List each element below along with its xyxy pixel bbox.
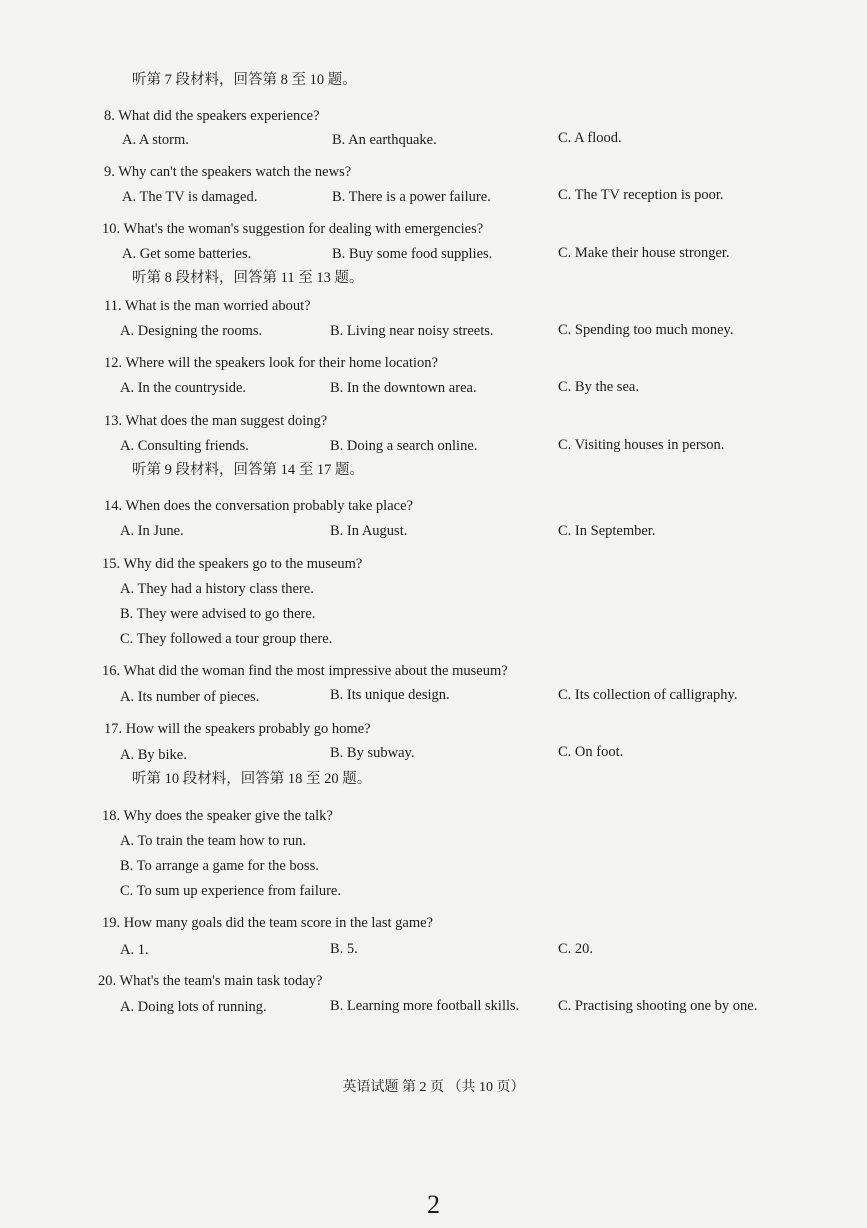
question-16-option-a: A. Its number of pieces. <box>120 689 260 705</box>
question-9-option-a: A. The TV is damaged. <box>122 189 258 205</box>
question-11: 11. What is the man worried about? <box>104 298 311 314</box>
page-number: 2 <box>427 1190 440 1219</box>
question-19: 19. How many goals did the team score in the last game? <box>102 915 433 931</box>
section-heading-10: 听第 10 段材料，回答第 18 至 20 题。 <box>132 771 372 787</box>
question-15-option-c: C. They followed a tour group there. <box>120 631 333 647</box>
question-11-option-a: A. Designing the rooms. <box>120 323 263 339</box>
question-17-option-c: C. On foot. <box>558 744 624 760</box>
question-14-option-c: C. In September. <box>558 523 656 539</box>
question-13-option-c: C. Visiting houses in person. <box>558 437 725 453</box>
question-18-option-a: A. To train the team how to run. <box>120 833 306 849</box>
section-heading-8: 听第 8 段材料，回答第 11 至 13 题。 <box>132 270 364 286</box>
section-heading-9: 听第 9 段材料，回答第 14 至 17 题。 <box>132 462 364 478</box>
question-19-option-c: C. 20. <box>558 941 594 957</box>
question-20-option-c: C. Practising shooting one by one. <box>558 998 758 1014</box>
question-14: 14. When does the conversation probably take place? <box>104 498 413 514</box>
question-11-option-c: C. Spending too much money. <box>558 322 734 338</box>
question-8-option-c: C. A flood. <box>558 130 622 146</box>
question-12: 12. Where will the speakers look for their home location? <box>104 355 438 371</box>
question-14-option-a: A. In June. <box>120 523 184 539</box>
question-18-option-b: B. To arrange a game for the boss. <box>120 858 319 874</box>
question-13-option-a: A. Consulting friends. <box>120 438 249 454</box>
section-heading-7: 听第 7 段材料，回答第 8 至 10 题。 <box>132 72 357 88</box>
question-13-option-b: B. Doing a search online. <box>330 438 478 454</box>
question-17-option-a: A. By bike. <box>120 747 187 763</box>
question-16-option-b: B. Its unique design. <box>330 687 450 703</box>
question-19-option-b: B. 5. <box>330 941 358 957</box>
question-16: 16. What did the woman find the most impressive about the museum? <box>102 663 508 679</box>
question-10-option-c: C. Make their house stronger. <box>558 245 730 261</box>
question-13: 13. What does the man suggest doing? <box>104 413 328 429</box>
question-14-option-b: B. In August. <box>330 523 408 539</box>
question-17: 17. How will the speakers probably go home? <box>104 721 371 737</box>
question-12-option-b: B. In the downtown area. <box>330 380 477 396</box>
question-17-option-b: B. By subway. <box>330 745 415 761</box>
question-16-option-c: C. Its collection of calligraphy. <box>558 687 738 703</box>
question-8: 8. What did the speakers experience? <box>104 108 320 124</box>
question-8-option-a: A. A storm. <box>122 132 189 148</box>
question-20-option-b: B. Learning more football skills. <box>330 998 520 1014</box>
question-11-option-b: B. Living near noisy streets. <box>330 323 494 339</box>
question-20: 20. What's the team's main task today? <box>98 973 323 989</box>
question-18: 18. Why does the speaker give the talk? <box>102 808 333 824</box>
question-12-option-c: C. By the sea. <box>558 379 639 395</box>
question-9: 9. Why can't the speakers watch the news? <box>104 164 352 180</box>
question-10-option-a: A. Get some batteries. <box>122 246 252 262</box>
question-9-option-c: C. The TV reception is poor. <box>558 187 724 203</box>
question-15: 15. Why did the speakers go to the museum? <box>102 556 363 572</box>
question-15-option-a: A. They had a history class there. <box>120 581 314 597</box>
question-20-option-a: A. Doing lots of running. <box>120 999 267 1015</box>
question-15-option-b: B. They were advised to go there. <box>120 606 316 622</box>
question-10-option-b: B. Buy some food supplies. <box>332 246 493 262</box>
question-9-option-b: B. There is a power failure. <box>332 189 491 205</box>
page-footer: 英语试题 第 2 页 （共 10 页） <box>342 1080 525 1095</box>
question-12-option-a: A. In the countryside. <box>120 380 247 396</box>
question-19-option-a: A. 1. <box>120 942 149 958</box>
question-18-option-c: C. To sum up experience from failure. <box>120 883 341 899</box>
question-10: 10. What's the woman's suggestion for dealing with emergencies? <box>102 221 484 237</box>
question-8-option-b: B. An earthquake. <box>332 132 437 148</box>
